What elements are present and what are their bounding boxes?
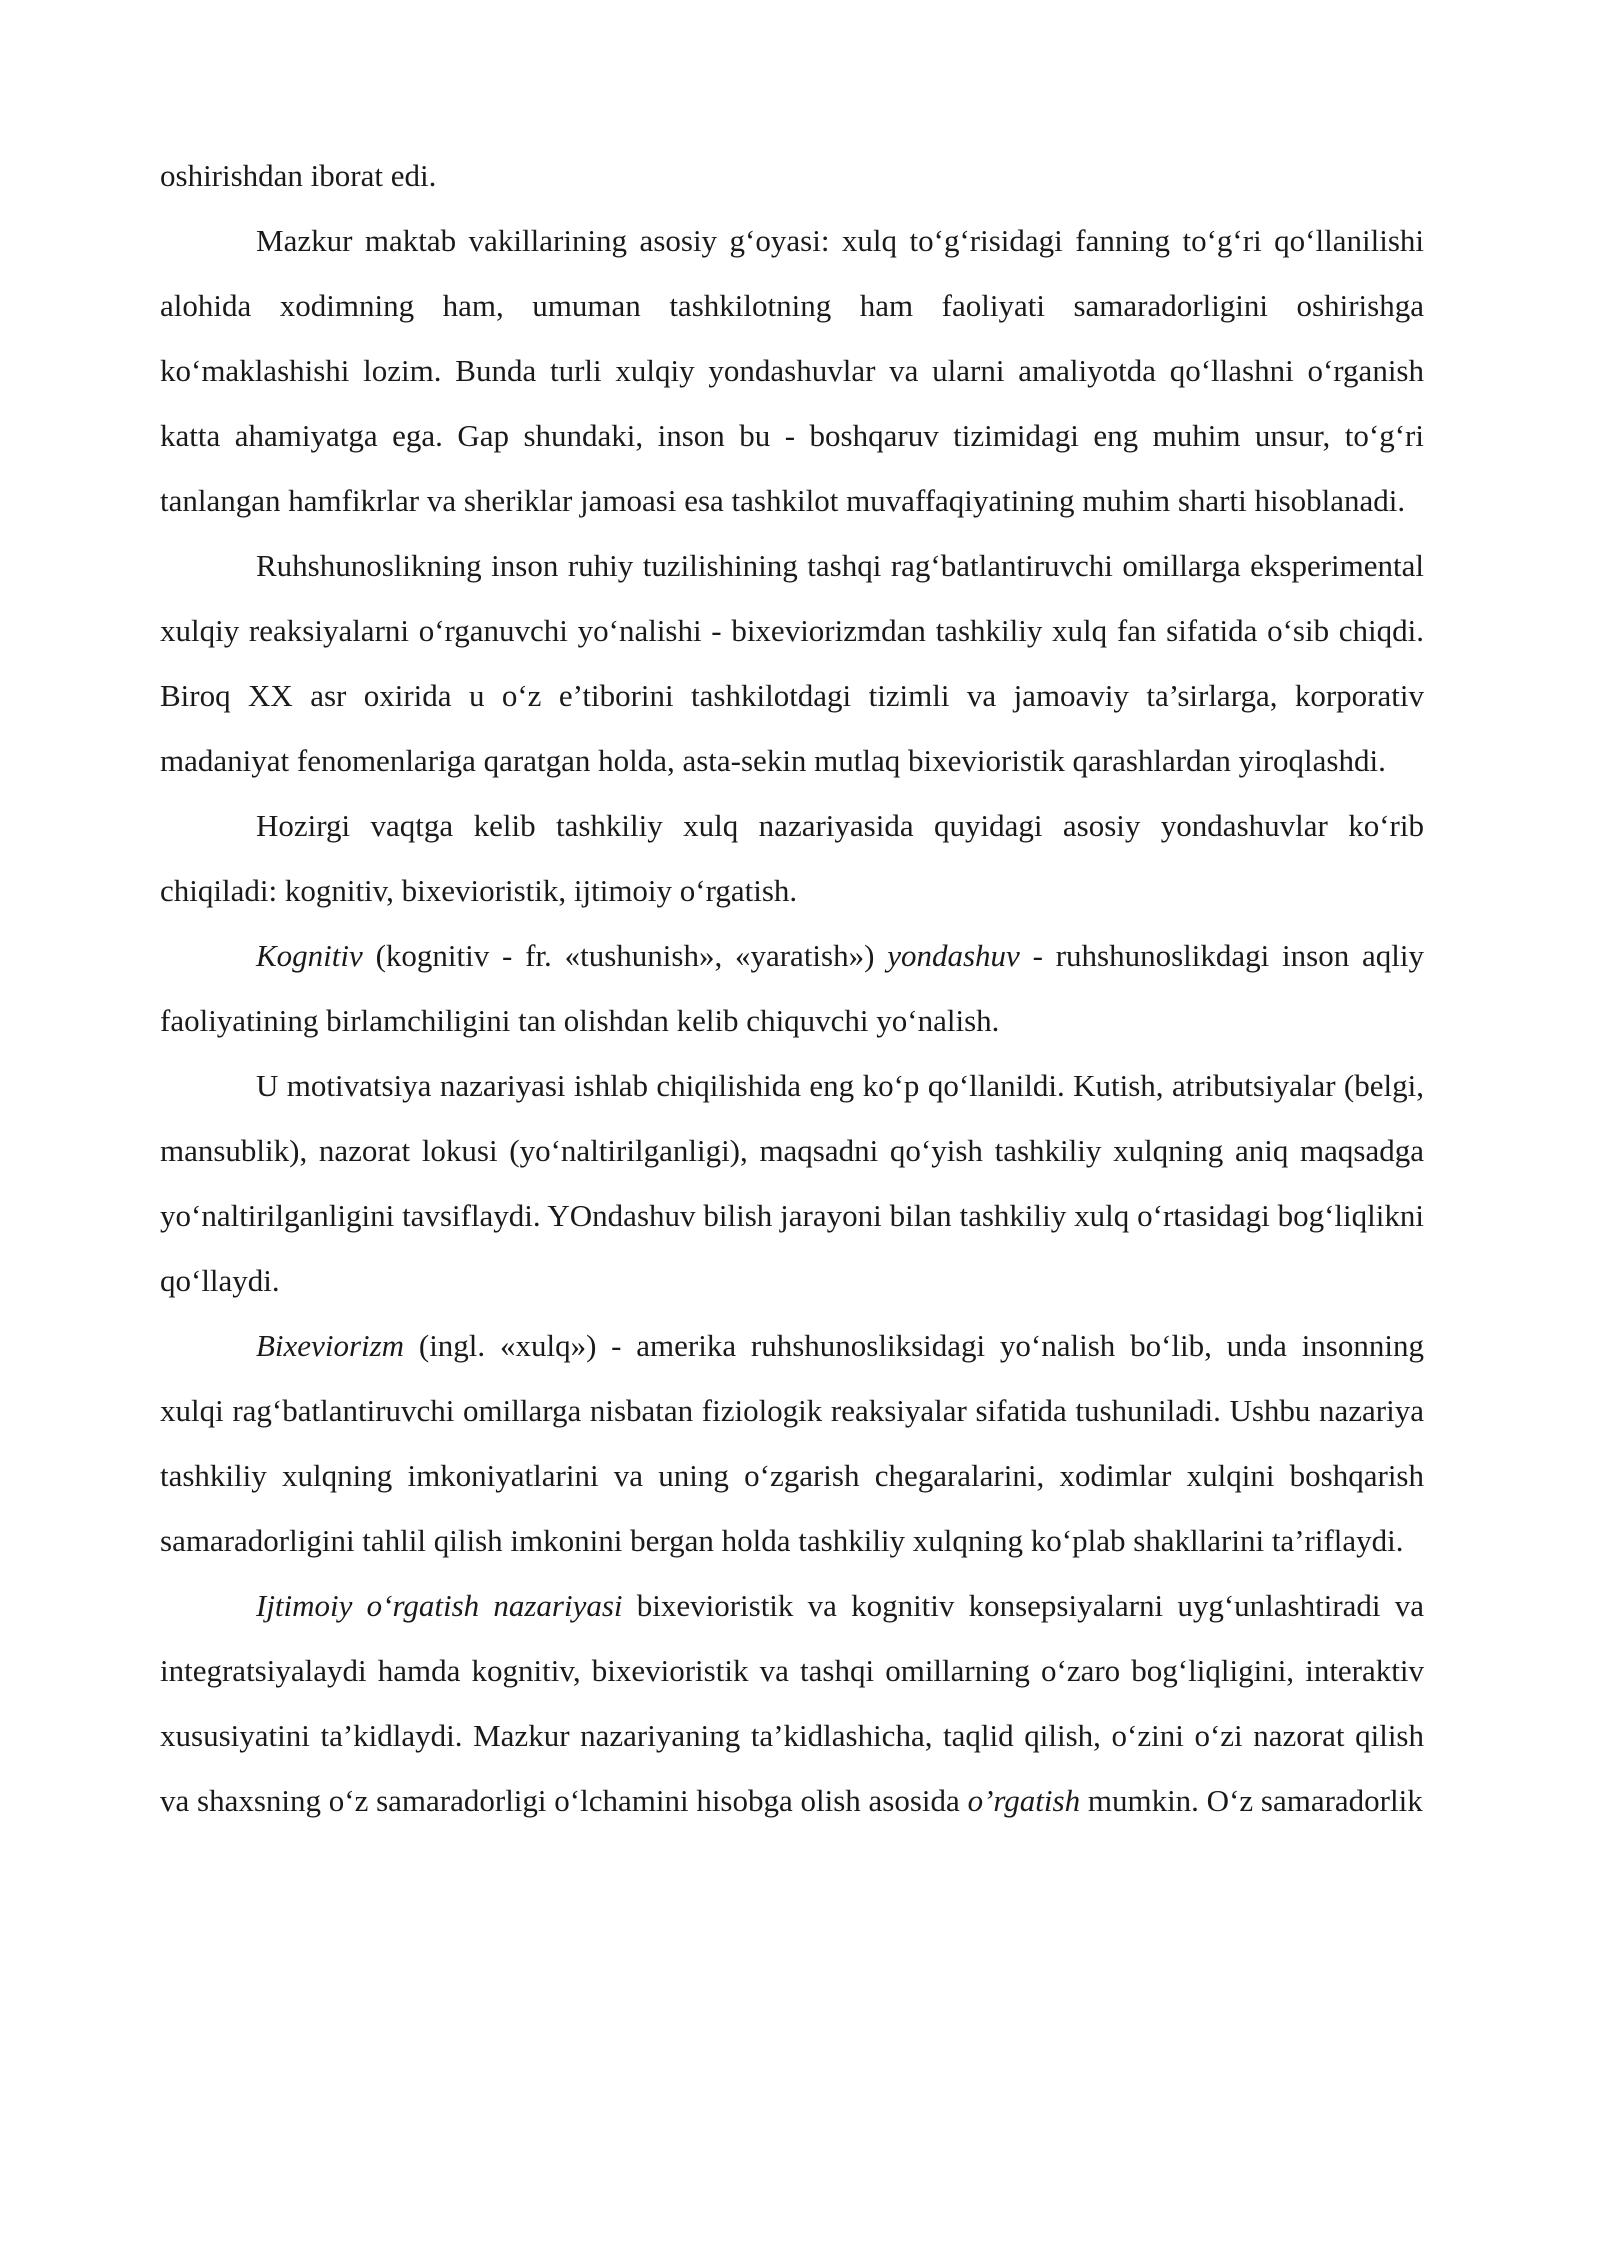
paragraph-text: Ruhshunoslikning inson ruhiy tuzilishining tashqi rag‘batlantiruvchi omillarga eksperimental xulqiy reaksiyalarni o‘rganuvchi yo‘nalishi - bixeviorizmdan tashkiliy xulq fan sifatida o‘sib chiqdi. Biroq XX asr oxirida u o‘z e’tiborini tashkilotdagi tizimli va jamoaviy ta’sirlarga, korporativ madaniyat fenomenlariga qaratgan holda, asta-sekin mutlaq bixevioristik qarashlardan yiroqlashdi. <box>160 548 1424 778</box>
term-ijtimoiy-orgatish-nazariyasi: Ijtimoiy o‘rgatish nazariyasi <box>256 1588 623 1623</box>
paragraph-maktab-goyasi <box>160 208 1424 533</box>
paragraph-ruhshunoslik <box>160 533 1424 793</box>
paragraph-text: Hozirgi vaqtga kelib tashkiliy xulq nazariyasida quyidagi asosiy yondashuvlar ko‘rib chiqiladi: kognitiv, bixevioristik, ijtimoiy o‘rgatish. <box>160 808 1424 908</box>
paragraph-text-rest: - ruhshunoslikdagi inson aqliy faoliyatining birlamchiligini tan olishdan kelib chiquvchi yo‘nalish. <box>160 938 1424 1038</box>
term-kognitiv: Kognitiv <box>256 938 363 973</box>
paragraph-text-tail: mumkin. O‘z samaradorlik <box>1080 1783 1423 1818</box>
term-bixeviorizm: Bixeviorizm <box>256 1328 405 1363</box>
document-page <box>160 143 1424 1833</box>
paragraph-bixeviorizm <box>160 1313 1424 1573</box>
paragraph-text-middle: (kognitiv - fr. «tushunish», «yaratish») <box>362 938 888 973</box>
paragraph-yondashuvlar <box>160 793 1424 923</box>
term-orgatish: o’rgatish <box>967 1783 1081 1818</box>
paragraph-ijtimoiy-orgatish <box>160 1573 1424 1833</box>
paragraph-motivatsiya <box>160 1053 1424 1313</box>
paragraph-continuation <box>160 143 1424 208</box>
term-yondashuv: yondashuv <box>887 938 1020 973</box>
paragraph-text: U motivatsiya nazariyasi ishlab chiqilishida eng ko‘p qo‘llanildi. Kutish, atributsiyalar (belgi, mansublik), nazorat lokusi (yo‘naltirilganligi), maqsadni qo‘yish tashkiliy xulqning aniq maqsadga yo‘naltirilganligini tavsiflaydi. YOndashuv bilish jarayoni bilan tashkiliy xulq o‘rtasidagi bog‘liqlikni qo‘llaydi. <box>160 1068 1424 1298</box>
paragraph-text-rest: (ingl. «xulq») - amerika ruhshunosliksidagi yo‘nalish bo‘lib, unda insonning xulqi rag‘batlantiruvchi omillarga nisbatan fiziologik reaksiyalar sifatida tushuniladi. Ushbu nazariya tashkiliy xulqning imkoniyatlarini va uning o‘zgarish chegaralarini, xodimlar xulqini boshqarish samaradorligini tahlil qilish imkonini bergan holda tashkiliy xulqning ko‘plab shakllarini ta’riflaydi. <box>160 1328 1424 1558</box>
paragraph-kognitiv <box>160 923 1424 1053</box>
paragraph-text: oshirishdan iborat edi. <box>160 158 437 193</box>
paragraph-text: Mazkur maktab vakillarining asosiy g‘oyasi: xulq to‘g‘risidagi fanning to‘g‘ri qo‘llanilishi alohida xodimning ham, umuman tashkilotning ham faoliyati samaradorligini oshirishga ko‘maklashishi lozim. Bunda turli xulqiy yondashuvlar va ularni amaliyotda qo‘llashni o‘rganish katta ahamiyatga ega. Gap shundaki, inson bu - boshqaruv tizimidagi eng muhim unsur, to‘g‘ri tanlangan hamfikrlar va sheriklar jamoasi esa tashkilot muvaffaqiyatining muhim sharti hisoblanadi. <box>160 223 1424 518</box>
paragraph-text-rest: bixevioristik va kognitiv konsepsiyalarni uyg‘unlashtiradi va integratsiyalaydi hamda kognitiv, bixevioristik va tashqi omillarning o‘zaro bog‘liqligini, interaktiv xususiyatini ta’kidlaydi. Mazkur nazariyaning ta’kidlashicha, taqlid qilish, o‘zini o‘zi nazorat qilish va shaxsning o‘z samaradorligi o‘lchamini hisobga olish asosida <box>160 1588 1424 1818</box>
